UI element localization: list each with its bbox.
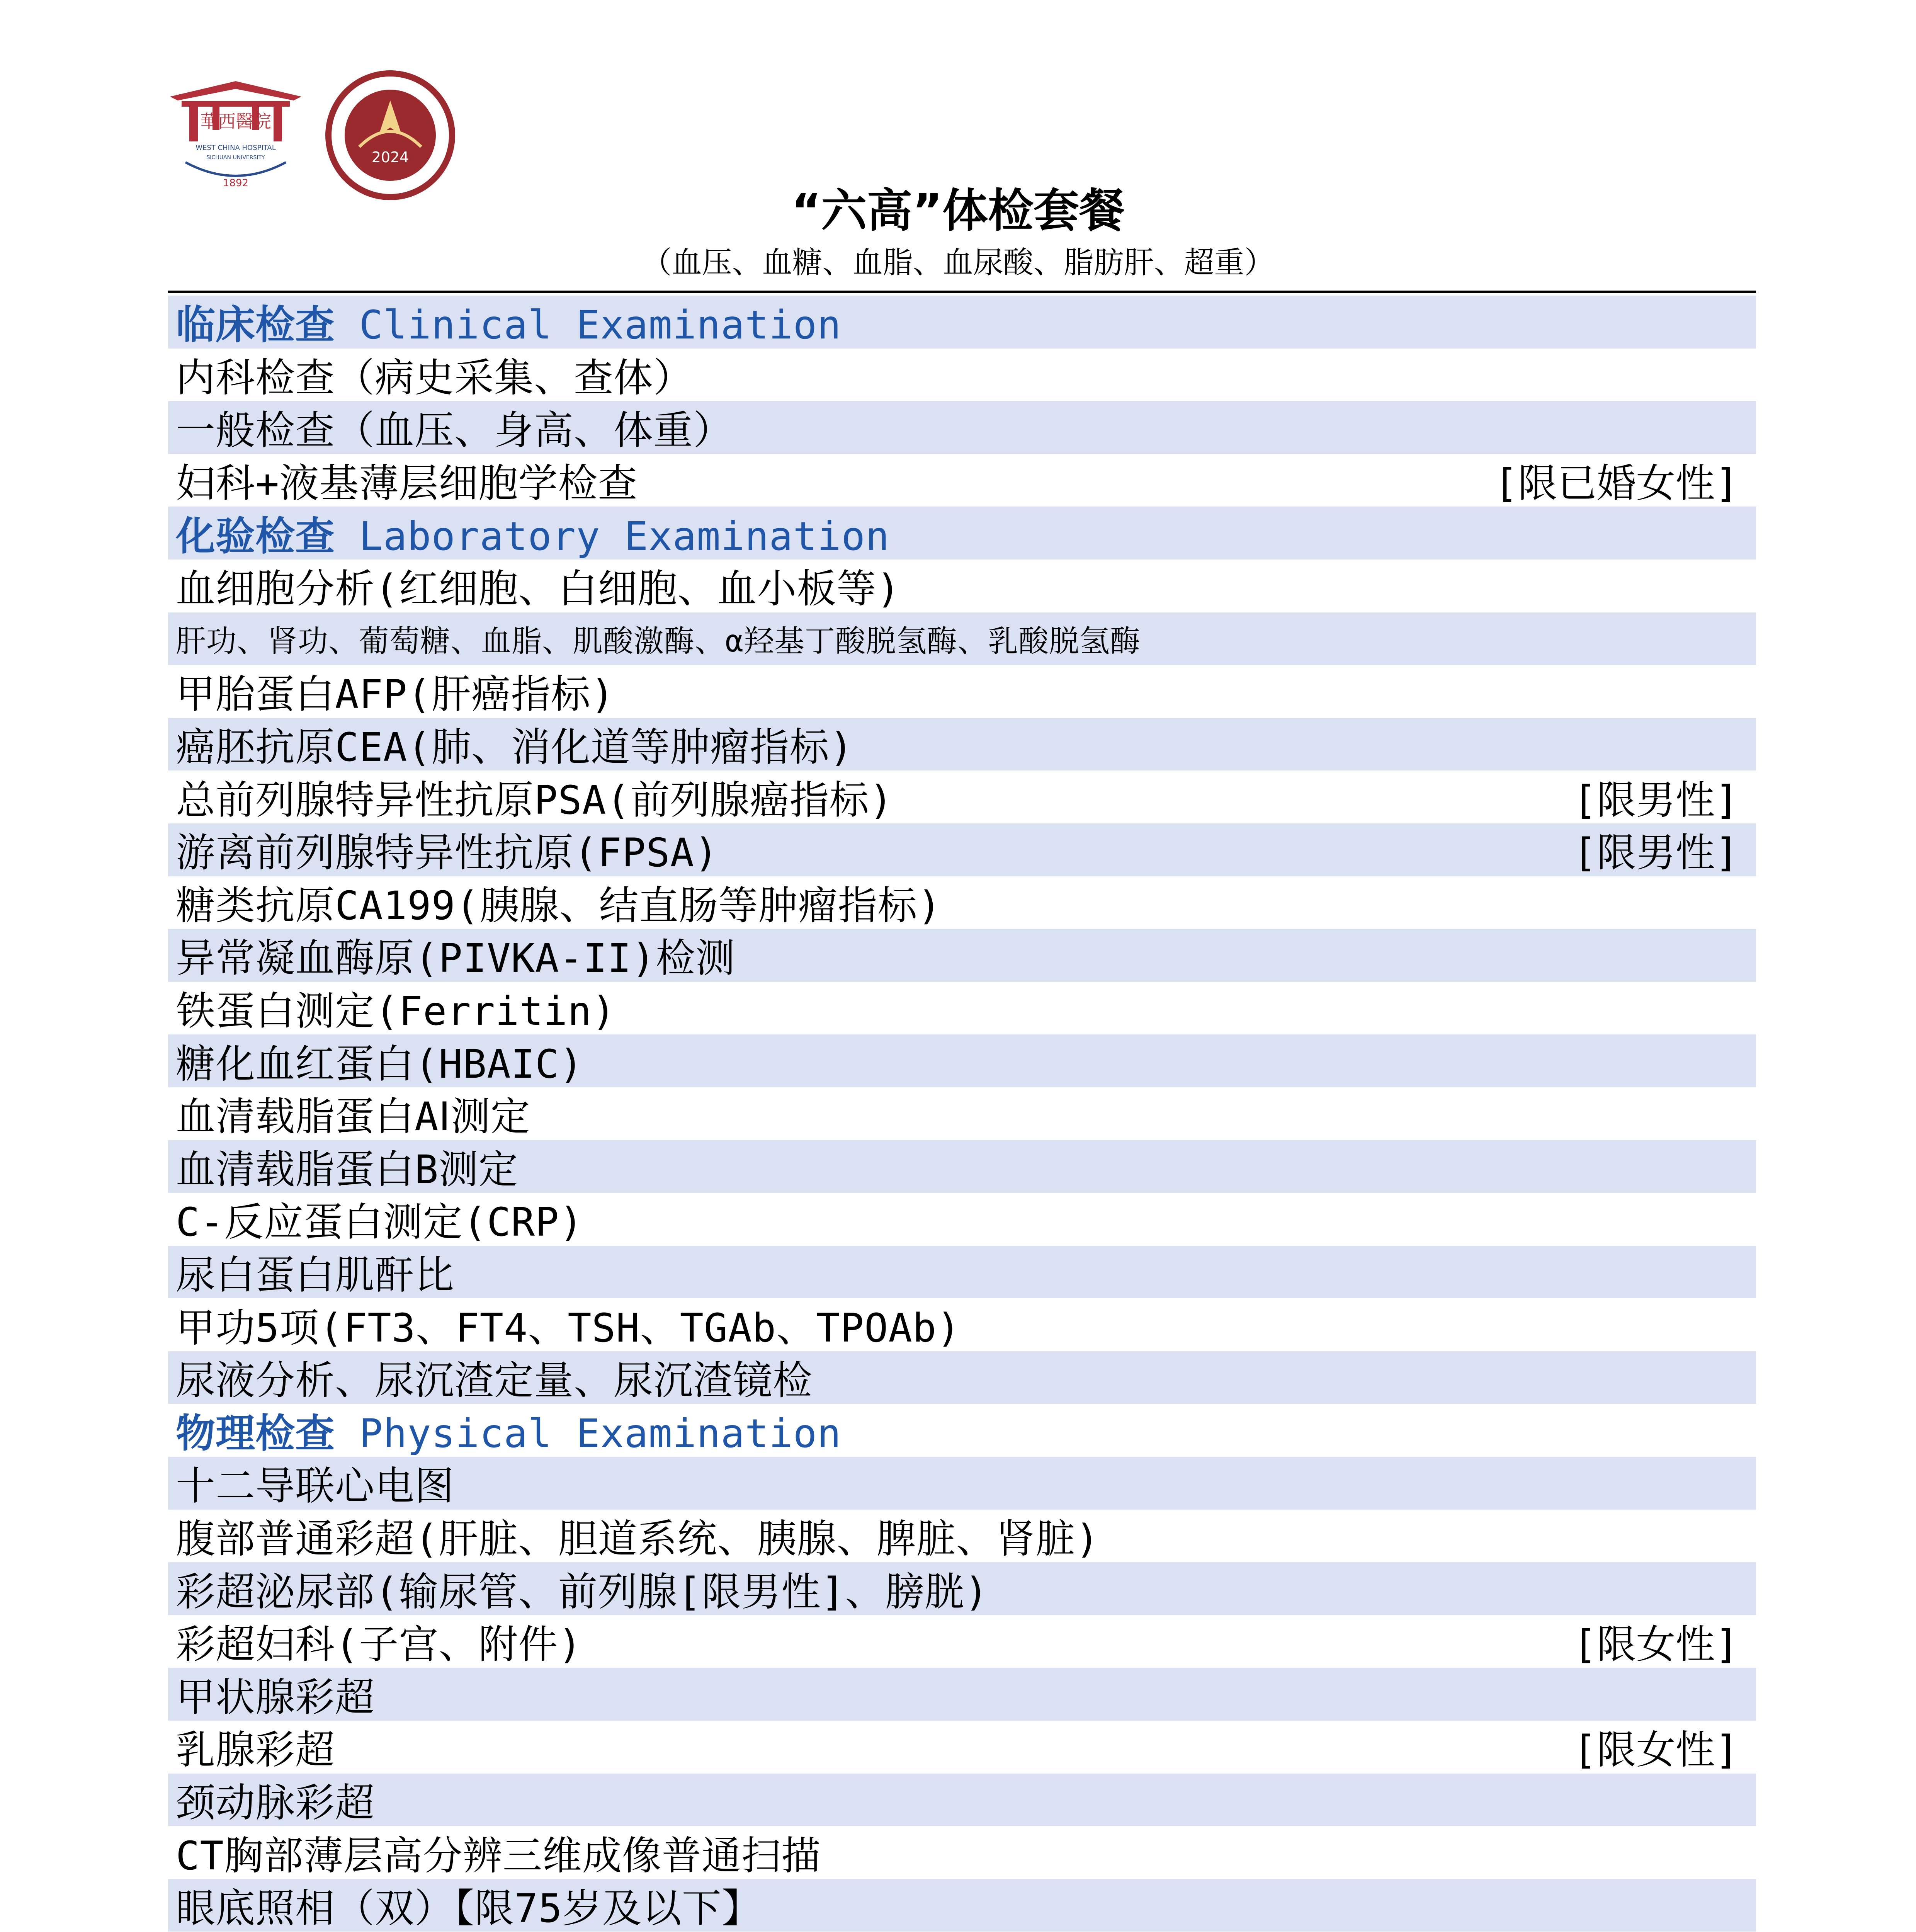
exam-item-label: 十二导联心电图 bbox=[176, 1463, 454, 1510]
section-title-en: Laboratory Examination bbox=[335, 513, 890, 560]
page-title: “六高”体检套餐 bbox=[791, 184, 1125, 237]
exam-item-row bbox=[168, 560, 1756, 612]
eligibility-note: [限男性] bbox=[1573, 830, 1739, 876]
eligibility-note: [限女性] bbox=[1573, 1727, 1739, 1774]
exam-item-label: 铁蛋白测定(Ferritin) bbox=[176, 988, 616, 1035]
exam-item-label: 眼底照相（双）【限75岁及以下】 bbox=[176, 1886, 762, 1932]
exam-item-label: C-反应蛋白测定(CRP) bbox=[176, 1199, 583, 1246]
eligibility-note: [限女性] bbox=[1573, 1622, 1739, 1668]
exam-item-label bbox=[176, 1930, 901, 1932]
exam-item-row bbox=[168, 1087, 1756, 1140]
svg-text:1892: 1892 bbox=[223, 177, 249, 189]
exam-item-row bbox=[168, 1721, 1756, 1774]
section-title-en: Physical Examination bbox=[335, 1410, 842, 1457]
exam-item-row bbox=[168, 1351, 1756, 1404]
exam-item-label: 彩超妇科(子宫、附件) bbox=[176, 1622, 582, 1668]
section-title-en: Clinical Examination bbox=[335, 302, 842, 349]
exam-item-label: 血清载脂蛋白AⅠ测定 bbox=[176, 1094, 530, 1140]
section-title bbox=[176, 1402, 842, 1459]
exam-item-row bbox=[168, 1510, 1756, 1563]
exam-item-row bbox=[168, 1034, 1756, 1087]
exam-item-label: 内科检查（病史采集、查体） bbox=[176, 355, 693, 401]
logo-chinese-text: 華西醫院 bbox=[200, 111, 271, 132]
section-header-row bbox=[168, 1404, 1756, 1457]
exam-item-label: 乳腺彩超 bbox=[176, 1727, 335, 1774]
exam-item-row bbox=[168, 1140, 1756, 1193]
svg-text:WEST CHINA HOSPITAL: WEST CHINA HOSPITAL bbox=[196, 144, 276, 152]
west-china-hospital-logo bbox=[162, 73, 309, 193]
exam-item-row bbox=[168, 929, 1756, 982]
exam-item-label: 妇科+液基薄层细胞学检查 bbox=[176, 461, 638, 507]
section-title-zh: 化验检查 bbox=[176, 513, 335, 560]
exam-item-label: 甲状腺彩超 bbox=[176, 1674, 375, 1721]
section-title-zh: 临床检查 bbox=[176, 302, 335, 349]
exam-item-row bbox=[168, 770, 1756, 823]
exam-item-row bbox=[168, 718, 1756, 771]
exam-items-table bbox=[168, 296, 1756, 1932]
exam-item-row bbox=[168, 1457, 1756, 1510]
exam-item-row bbox=[168, 982, 1756, 1035]
section-header-row bbox=[168, 507, 1756, 560]
exam-item-label: 糖类抗原CA199(胰腺、结直肠等肿瘤指标) bbox=[176, 883, 942, 929]
anniversary-seal-logo bbox=[325, 70, 456, 201]
exam-item-row bbox=[168, 401, 1756, 454]
exam-item-label: 游离前列腺特异性抗原(FPSA) bbox=[176, 830, 719, 876]
exam-item-row bbox=[168, 665, 1756, 718]
exam-item-row bbox=[168, 454, 1756, 507]
exam-item-row bbox=[168, 349, 1756, 401]
exam-item-row bbox=[168, 1668, 1756, 1721]
section-title bbox=[176, 294, 842, 350]
exam-item-label: 颈动脉彩超 bbox=[176, 1780, 375, 1826]
exam-item-row bbox=[168, 1562, 1756, 1615]
exam-item-label: 彩超泌尿部(输尿管、前列腺[限男性]、膀胱) bbox=[176, 1569, 989, 1615]
exam-item-row bbox=[168, 1246, 1756, 1299]
exam-item-row bbox=[168, 1826, 1756, 1879]
page-subtitle: （血压、血糖、血脂、血尿酸、脂肪肝、超重） bbox=[641, 245, 1275, 280]
svg-text:SICHUAN UNIVERSITY: SICHUAN UNIVERSITY bbox=[206, 155, 265, 161]
exam-item-label: 总前列腺特异性抗原PSA(前列腺癌指标) bbox=[176, 777, 894, 823]
logo-group bbox=[162, 66, 471, 197]
exam-item-label: 糖化血红蛋白(HBAIC) bbox=[176, 1041, 583, 1087]
exam-item-label: 血细胞分析(红细胞、白细胞、血小板等) bbox=[176, 566, 901, 612]
exam-item-label: 癌胚抗原CEA(肺、消化道等肿瘤指标) bbox=[176, 724, 854, 771]
eligibility-note: [限男性] bbox=[1573, 777, 1739, 823]
exam-item-label: 甲功5项(FT3、FT4、TSH、TGAb、TPOAb) bbox=[176, 1305, 961, 1351]
exam-item-row bbox=[168, 1774, 1756, 1827]
exam-item-row bbox=[168, 1879, 1756, 1932]
exam-item-label: 一般检查（血压、身高、体重） bbox=[176, 408, 733, 454]
exam-item-label: 异常凝血酶原(PIVKA-II)检测 bbox=[176, 935, 736, 982]
exam-item-label: 甲胎蛋白AFP(肝癌指标) bbox=[176, 672, 615, 718]
exam-item-row bbox=[168, 876, 1756, 929]
section-title-zh: 物理检查 bbox=[176, 1410, 335, 1457]
exam-item-label: 尿液分析、尿沉渣定量、尿沉渣镜检 bbox=[176, 1358, 813, 1404]
exam-item-label: 尿白蛋白肌酐比 bbox=[176, 1252, 454, 1298]
exam-item-label: 肝功、肾功、葡萄糖、血脂、肌酸激酶、α羟基丁酸脱氢酶、乳酸脱氢酶 bbox=[176, 624, 1141, 659]
exam-item-row bbox=[168, 823, 1756, 876]
section-title bbox=[176, 505, 889, 561]
exam-item-row bbox=[168, 1298, 1756, 1351]
eligibility-note: [限已婚女性] bbox=[1494, 461, 1739, 507]
section-header-row bbox=[168, 296, 1756, 349]
title-divider bbox=[168, 291, 1756, 293]
exam-item-label: 血清载脂蛋白B测定 bbox=[176, 1146, 519, 1193]
svg-text:2024: 2024 bbox=[371, 149, 409, 166]
exam-item-row bbox=[168, 1615, 1756, 1668]
exam-item-row bbox=[168, 612, 1756, 665]
exam-item-row bbox=[168, 1193, 1756, 1246]
exam-item-label: CT胸部薄层高分辨三维成像普通扫描 bbox=[176, 1833, 821, 1879]
exam-item-label: 腹部普通彩超(肝脏、胆道系统、胰腺、脾脏、肾脏) bbox=[176, 1516, 1100, 1562]
